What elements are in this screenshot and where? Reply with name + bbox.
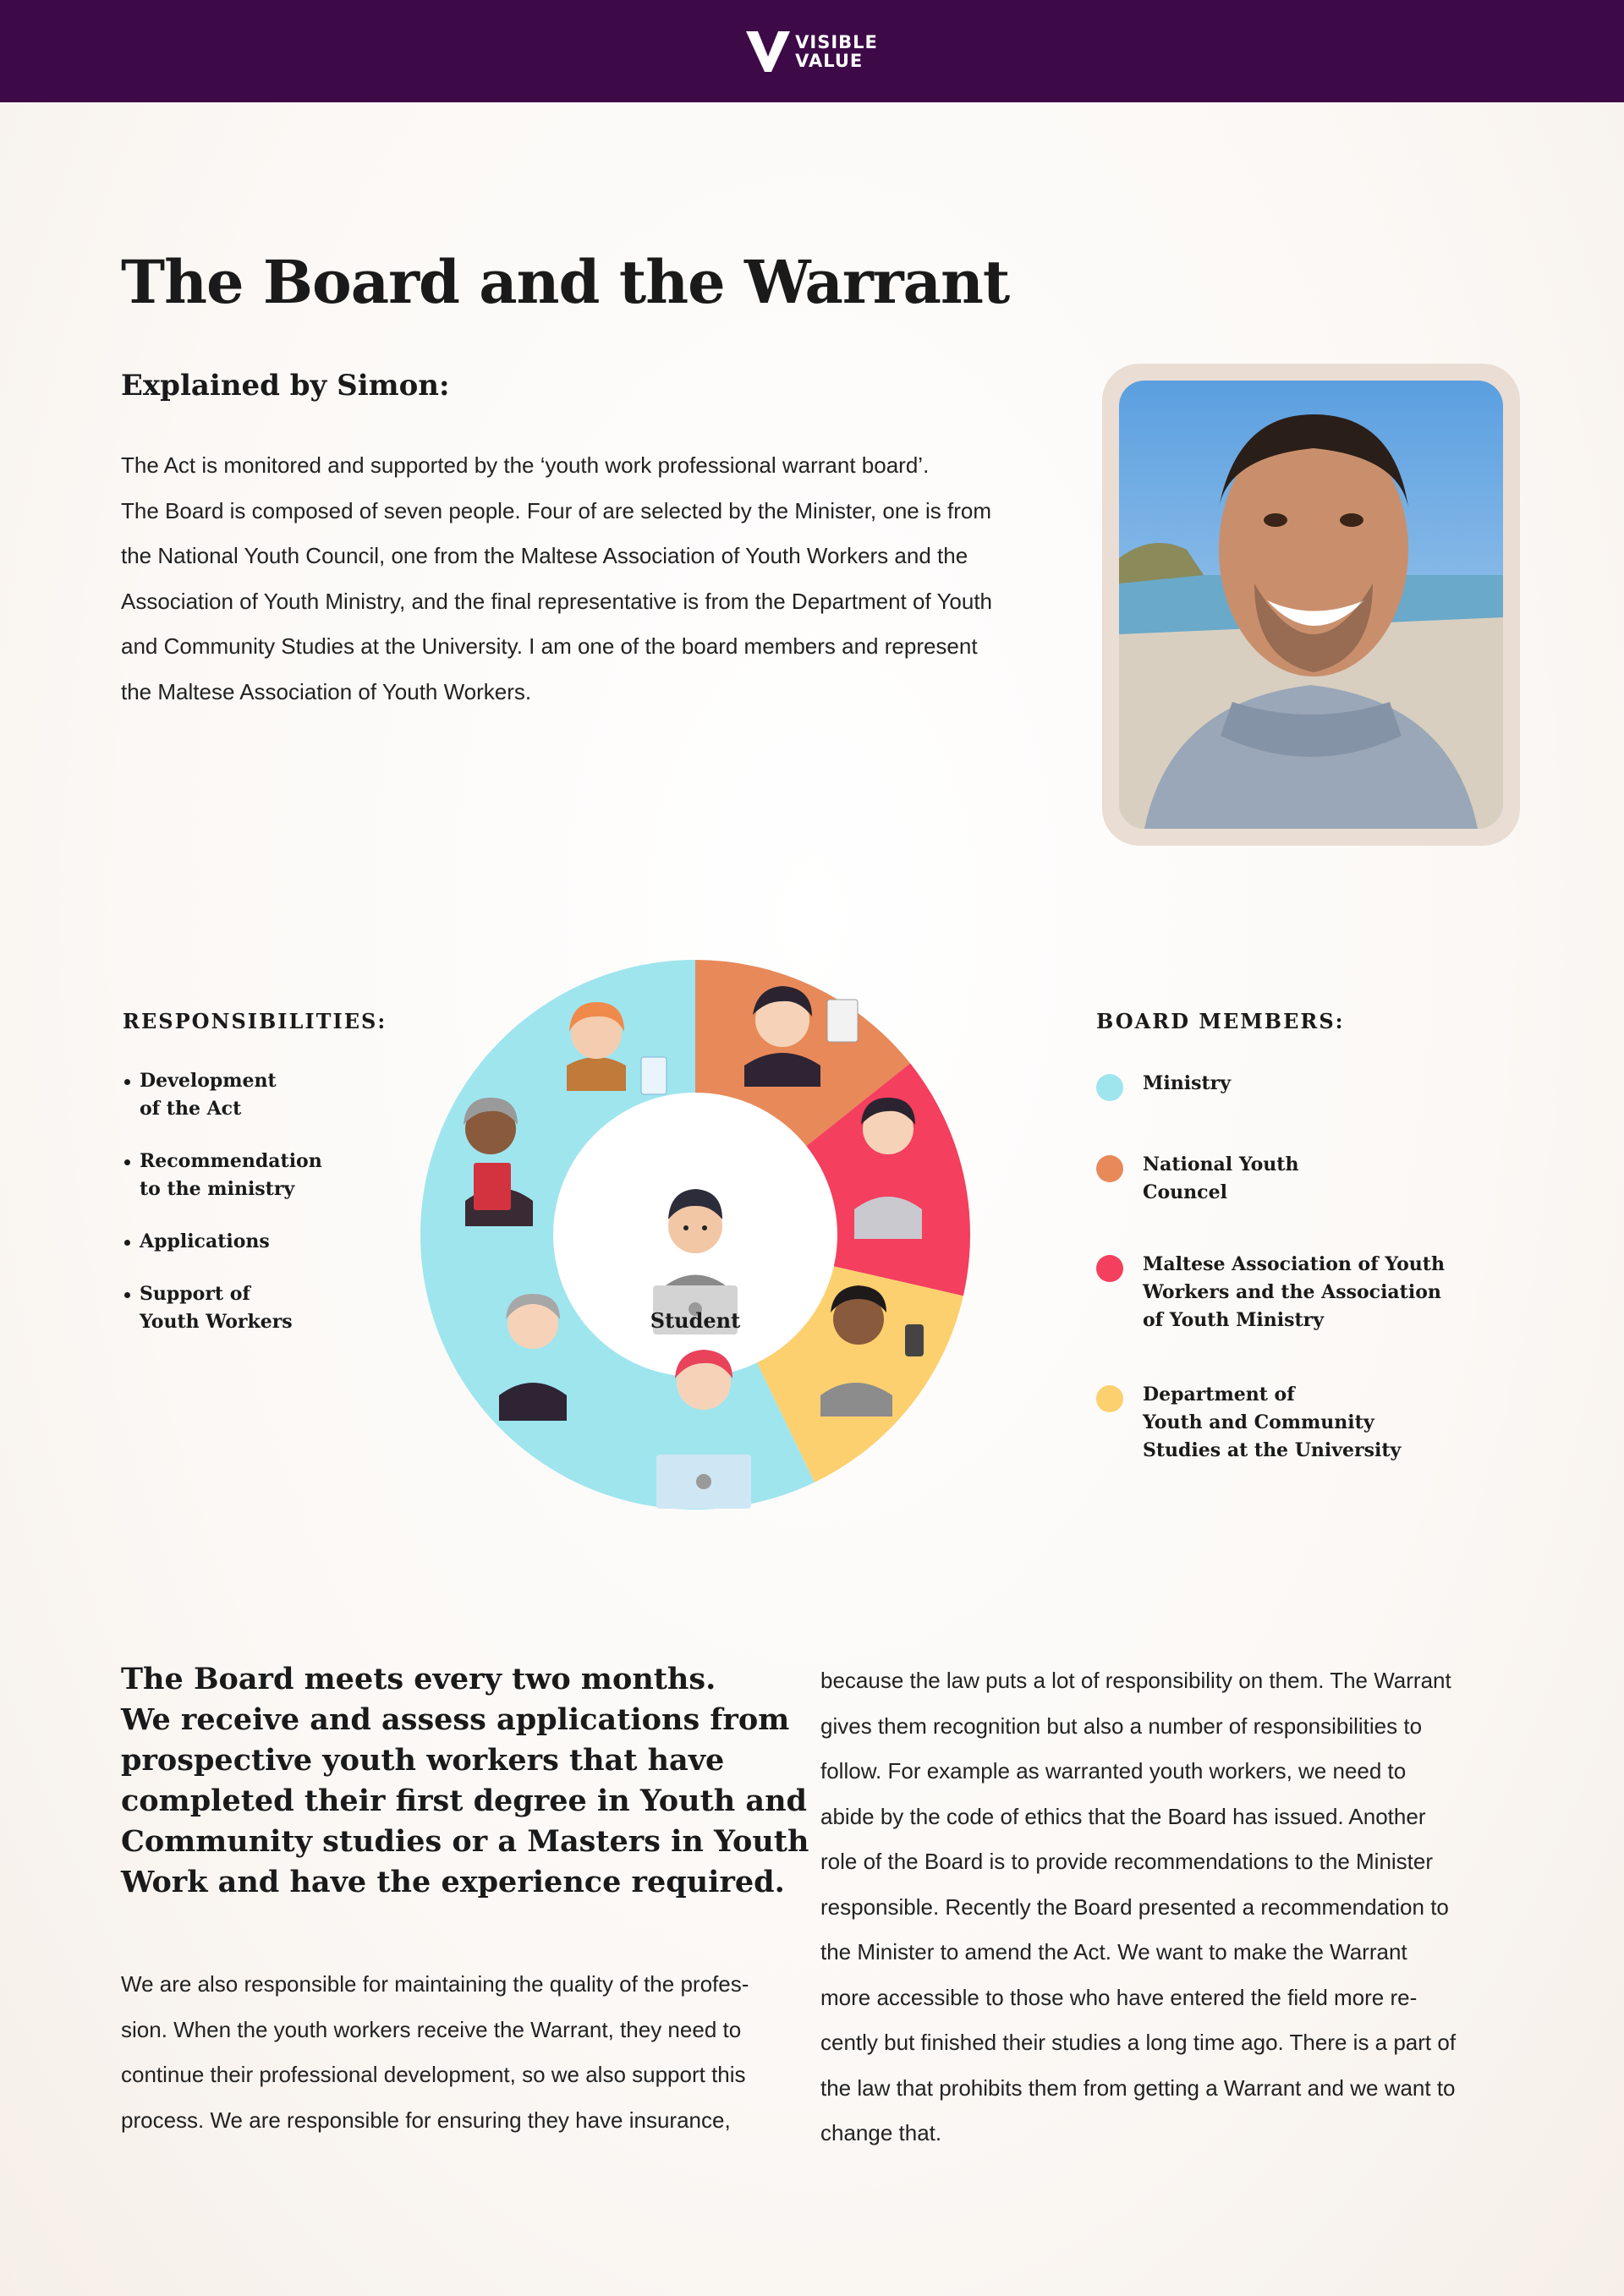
body-paragraph-right [820, 1658, 1514, 2156]
responsibilities-list [123, 1067, 322, 1361]
list-item-line: to the ministry [140, 1178, 295, 1200]
body-line: because the law puts a lot of responsibility on them. The Warrant [820, 1668, 1451, 1693]
lead-line: completed their first degree in Youth and [121, 1784, 807, 1818]
legend-label-line: Councel [1143, 1181, 1227, 1203]
legend-label-line: National Youth [1143, 1153, 1299, 1175]
list-item-line: Support of [140, 1283, 250, 1305]
lead-line: We receive and assess applications from [121, 1702, 790, 1737]
lead-paragraph [121, 1659, 815, 1903]
legend-label-line: of Youth Ministry [1143, 1309, 1325, 1331]
legend-label-line: Youth and Community [1143, 1411, 1374, 1433]
body-line: responsible. Recently the Board presented a recommendation to [820, 1893, 1449, 1920]
body-line: cently but finished their studies a long time ago. There is a part of [820, 2030, 1457, 2055]
list-item [123, 1148, 322, 1203]
legend-swatch [1096, 1385, 1123, 1412]
body-paragraph-left [121, 1962, 798, 2143]
body-line: the law that prohibits them from getting a Warrant and we want to [820, 2074, 1456, 2101]
list-item [123, 1067, 322, 1123]
board-members-heading: BOARD MEMBERS: [1096, 1009, 1345, 1033]
intro-paragraph [121, 443, 1068, 715]
brand-logo-text [795, 33, 878, 70]
legend-label [1143, 1381, 1401, 1465]
list-item [123, 1228, 322, 1256]
legend-label [1143, 1151, 1298, 1207]
list-item-line: Youth Workers [140, 1311, 293, 1333]
body-line: gives them recognition but also a number of responsibilities to [820, 1712, 1423, 1739]
logo-line-1: VISIBLE [795, 31, 878, 52]
body-line: We are also responsible for maintaining the quality of the profes- [121, 1971, 749, 1997]
body-line: sion. When the youth workers receive the Warrant, they need to [121, 2016, 742, 2042]
list-item-line: Applications [140, 1230, 270, 1252]
body-line: abide by the code of ethics that the Board has issued. Another [820, 1803, 1426, 1829]
body-line: continue their professional development, so we also support this [121, 2062, 746, 2087]
legend-swatch [1096, 1155, 1123, 1182]
legend-swatch [1096, 1074, 1123, 1101]
intro-line: the Maltese Association of Youth Workers. [121, 678, 532, 704]
intro-line: and Community Studies at the University. I am one of the board members and represent [121, 633, 978, 659]
legend-label-line: Studies at the University [1143, 1439, 1402, 1461]
body-line: role of the Board is to provide recommendations to the Minister [820, 1849, 1434, 1874]
page-title: The Board and the Warrant [121, 247, 1010, 317]
body-line: the Minister to amend the Act. We want to make the Warrant [820, 1939, 1407, 1964]
legend-swatch [1096, 1255, 1123, 1282]
body-line: process. We are responsible for ensuring they have insurance, [121, 2107, 731, 2133]
list-item-line: of the Act [140, 1098, 242, 1120]
list-item-line: Development [140, 1070, 277, 1092]
legend-label-line: Workers and the Association [1143, 1281, 1441, 1303]
lead-line: Community studies or a Masters in Youth [121, 1824, 809, 1859]
intro-line: The Act is monitored and supported by the ‘youth work professional warrant board’. [121, 452, 930, 478]
portrait-frame [1102, 364, 1520, 846]
legend-label [1143, 1251, 1445, 1334]
donut-center-label: Student [650, 1308, 741, 1333]
portrait-photo [1119, 381, 1503, 829]
board-donut-chart [398, 922, 990, 1531]
legend-label [1143, 1070, 1231, 1098]
list-item [123, 1280, 322, 1336]
lead-line: prospective youth workers that have [121, 1743, 725, 1778]
responsibilities-heading: RESPONSIBILITIES: [123, 1009, 387, 1033]
legend-label-line: Maltese Association of Youth [1143, 1253, 1445, 1275]
intro-line: Association of Youth Ministry, and the final representative is from the Department of Youth [121, 588, 992, 614]
intro-line: The Board is composed of seven people. Four of are selected by the Minister, one is from [121, 497, 991, 523]
list-item-line: Recommendation [140, 1150, 322, 1172]
body-line: change that. [820, 2120, 942, 2145]
lead-line: The Board meets every two months. [121, 1662, 716, 1696]
body-line: more accessible to those who have entered the field more re- [820, 1984, 1418, 2010]
intro-line: the National Youth Council, one from the Maltese Association of Youth Workers and the [121, 543, 968, 568]
logo-line-2: VALUE [795, 50, 864, 71]
v-check-logo-icon [746, 28, 790, 75]
brand-logo[interactable] [746, 28, 878, 75]
legend-label-line: Ministry [1143, 1072, 1231, 1094]
page-subtitle: Explained by Simon: [121, 369, 450, 403]
header-bar [0, 0, 1624, 102]
lead-line: Work and have the experience required. [121, 1865, 785, 1899]
legend-label-line: Department of [1143, 1384, 1295, 1406]
body-line: follow. For example as warranted youth workers, we need to [820, 1758, 1407, 1784]
